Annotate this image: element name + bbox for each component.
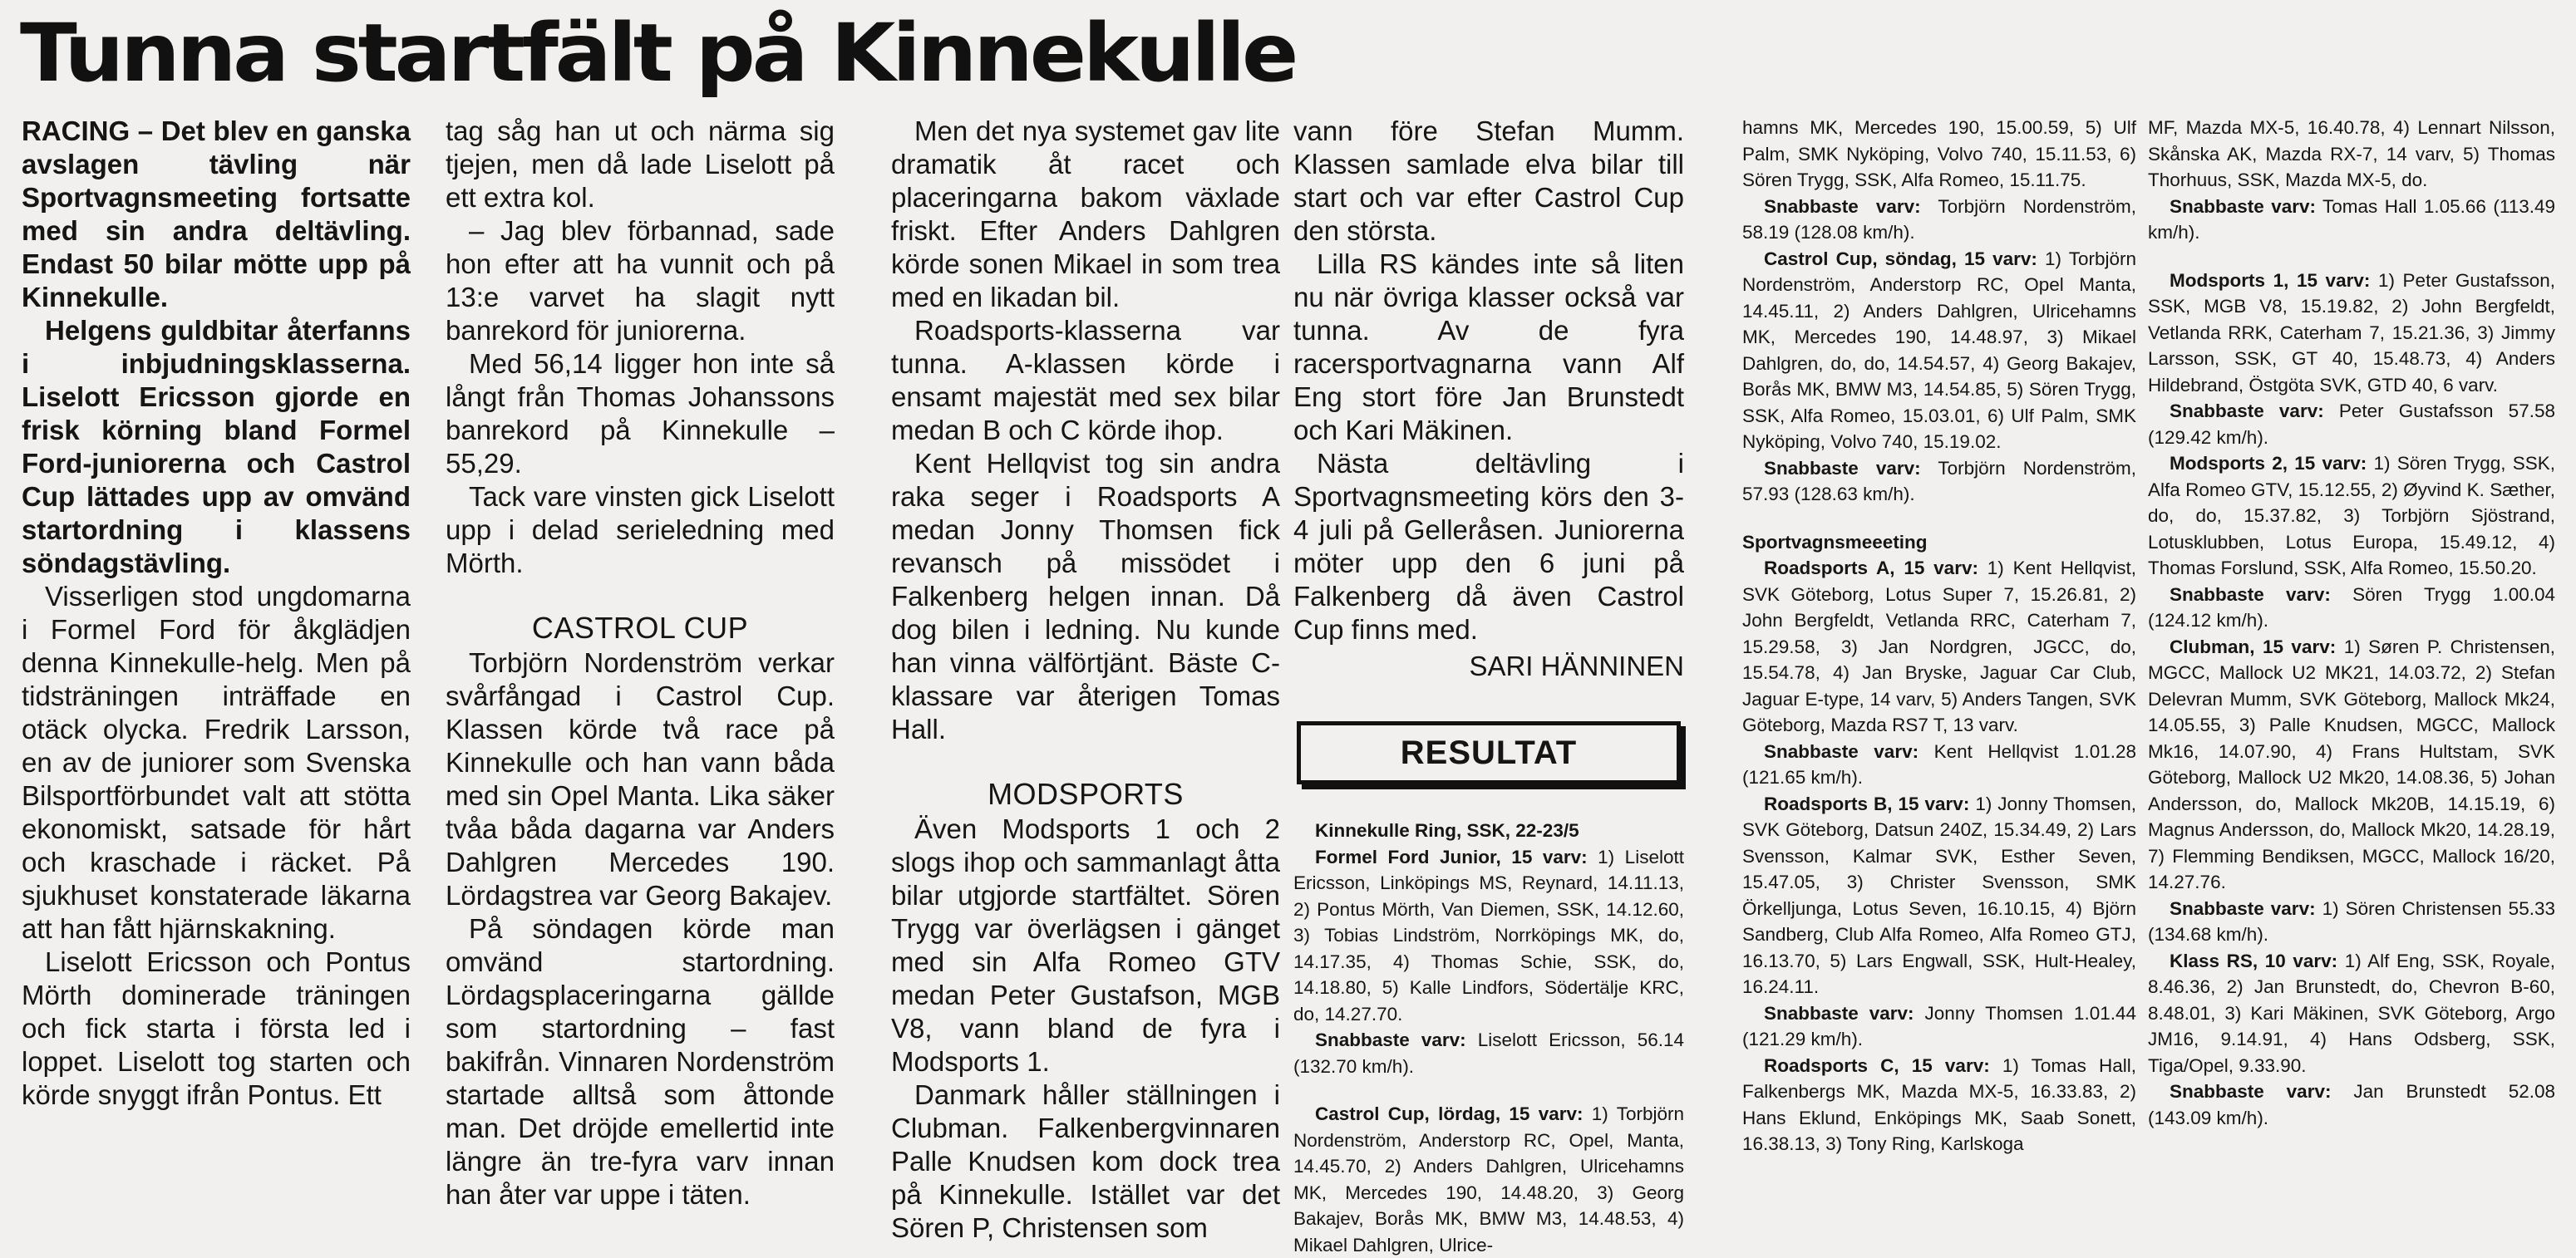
result-text: 1) Torbjörn Nordenström, Anderstorp RC, Opel, Manta, 14.45.70, 2) Anders Dahlgren, Ulricehamns MK, Mercedes 190, 14.48.20, 3) Georg Bakajev, Borås MK, BMW M3, 14.48.53, 4) Mikael Dahlgren, Ulrice- xyxy=(1293,1103,1684,1256)
fastest-lap-text: Torbjörn Nordenström, 58.19 (128.08 km/h). xyxy=(1742,195,2136,243)
lead-paragraph: RACING – Det blev en ganska avslagen tävling när Sportvagnsmeeting fortsatte med sin andra deltävling. Endast 50 bilar mötte upp på Kinnekulle. xyxy=(22,115,411,312)
results-event-heading: Kinnekulle Ring, SSK, 22-23/5 xyxy=(1315,820,1579,841)
result-text: 1) Sören Trygg, SSK, Alfa Romeo GTV, 15.12.55, 2) Øyvind K. Sæther, do, do, 15.37.82, 3) Torbjörn Sjöstrand, Lotusklubben, Lotus Europa, 15.49.12, 4) Thomas Forslund, SSK, Alfa Romeo, 15.50.20. xyxy=(2148,453,2555,578)
result-fastest-lap xyxy=(1742,1000,2136,1053)
result-class-heading: Klass RS, 10 varv: xyxy=(2170,950,2338,971)
result-text: 1) Jonny Thomsen, SVK Göteborg, Datsun 240Z, 15.34.49, 2) Lars Svensson, Kalmar SVK, Esther Seven, 15.47.05, 3) Christer Svensson, SMK Örkelljunga, Lotus Seven, 16.10.15, 4) Björn Sandberg, Club Alfa Romeo, Alfa Romeo GTJ, 16.13.70, 5) Lars Engwall, SSK, Hult-Healey, 16.24.11. xyxy=(1742,793,2136,997)
result-class-heading: Castrol Cup, söndag, 15 varv: xyxy=(1764,248,2037,269)
result-fastest-lap xyxy=(2148,194,2555,246)
result-fastest-lap xyxy=(2148,398,2555,450)
body-paragraph: Med 56,14 ligger hon inte så långt från Thomas Johanssons banrekord på Kinnekulle – 55,29. xyxy=(446,348,835,479)
result-entry xyxy=(2148,948,2555,1079)
fastest-lap-text: Kent Hellqvist 1.01.28 (121.65 km/h). xyxy=(1742,740,2136,788)
results-column-5 xyxy=(1742,115,2136,1163)
result-class-heading: Roadsports B, 15 varv: xyxy=(1764,793,1970,814)
body-paragraph: Lilla RS kändes inte så liten nu när övriga klasser också var tunna. Av de fyra racersportvagnarna vann Alf Eng stort före Jan Brunstedt och Kari Mäkinen. xyxy=(1293,248,1684,445)
results-label-box: RESULTAT xyxy=(1297,721,1681,784)
fastest-lap-label: Snabbaste varv: xyxy=(1764,457,1921,479)
headline: Tunna startfält på Kinnekulle xyxy=(20,7,1296,100)
article-column-1 xyxy=(22,115,411,1163)
body-paragraph: Liselott Ericsson och Pontus Mörth dominerade träningen och fick starta i första led i loppet. Liselott tog starten och körde snyggt ifrån Pontus. Ett xyxy=(22,946,411,1110)
article-column-2 xyxy=(446,115,835,1210)
body-paragraph: Kent Hellqvist tog sin andra raka seger i Roadsports A medan Jonny Thomsen fick revansch på missödet i Falkenberg helgen innan. Då dog bilen i ledning. Nu kunde han vinna välförtjänt. Bäste C-klassare var återigen Tomas Hall. xyxy=(891,448,1280,744)
result-text: 1) Søren P. Christensen, MGCC, Mallock U2 MK21, 14.03.72, 2) Stefan Delevran Mumm, SVK Göteborg, Mallock Mk24, 14.05.55, 3) Palle Knudsen, MGCC, Mallock Mk16, 14.07.90, 4) Frans Hultstam, SVK Göteborg, Mallock U2 Mk20, 14.08.36, 5) Johan Andersson, do, Mallock Mk20B, 14.15.19, 6) Magnus Andersson, do, Mallock Mk20, 14.28.19, 7) Flemming Bendiksen, MGCC, Mallock 16/20, 14.27.76. xyxy=(2148,636,2555,892)
result-class-heading: Formel Ford Junior, 15 varv: xyxy=(1315,846,1588,867)
result-fastest-lap xyxy=(2148,896,2555,948)
fastest-lap-text: Torbjörn Nordenström, 57.93 (128.63 km/h). xyxy=(1742,457,2136,504)
result-entry xyxy=(1742,555,2136,739)
body-paragraph: Visserligen stod ungdomarna i Formel Ford för åkglädjen denna Kinnekulle-helg. Men på tidsträningen inträffade en otäck olycka. Fredrik Larsson, en av de juniorer som Svenska Bilsportförbundet valt att stötta ekonomiskt, satsade för hårt och kraschade i räcket. På sjukhuset konstaterade läkarna att han fått hjärnskakning. xyxy=(22,581,411,944)
result-entry xyxy=(2148,634,2555,896)
result-class-heading: Modsports 1, 15 varv: xyxy=(2170,269,2371,291)
result-class-heading: Roadsports A, 15 varv: xyxy=(1764,558,1978,578)
fastest-lap-text: Liselott Ericsson, 56.14 (132.70 km/h). xyxy=(1293,1029,1684,1077)
fastest-lap-label: Snabbaste varv: xyxy=(2170,897,2316,919)
fastest-lap-label: Snabbaste varv: xyxy=(2170,1081,2332,1102)
result-text: 1) Liselott Ericsson, Linköpings MS, Reynard, 14.11.13, 2) Pontus Mörth, Van Diemen, SSK, 14.12.60, 3) Tobias Lindström, Norrköpings MK, do, 14.17.35, 4) Thomas Schie, SSK, do, 14.18.80, 5) Kalle Lindfors, Södertälje KRC, do, 14.27.70. xyxy=(1293,846,1684,1025)
fastest-lap-label: Snabbaste varv: xyxy=(2170,195,2316,217)
result-class-heading: Clubman, 15 varv: xyxy=(2170,636,2337,657)
body-paragraph: Men det nya systemet gav lite dramatik åt racet och placeringarna bakom växlade friskt. Efter Anders Dahlgren körde sonen Mikael in som trea med en likadan bil. xyxy=(891,115,1280,312)
article-column-3 xyxy=(891,115,1280,1243)
body-paragraph: Tack vare vinsten gick Liselott upp i delad serieledning med Mörth. xyxy=(446,481,835,578)
fastest-lap-label: Snabbaste varv: xyxy=(1315,1029,1466,1050)
result-fastest-lap xyxy=(1742,455,2136,508)
result-text: 1) Kent Hellqvist, SVK Göteborg, Lotus Super 7, 15.26.81, 2) John Bergfeldt, Vetlanda RRC, Caterham 7, 15.29.58, 3) Jan Nordgren, JGCC, do, 15.54.78, 4) Jan Bryske, Jaguar Car Club, Jaguar E-type, 14 varv, 5) Anders Tangen, SVK Göteborg, Mazda RS7 T, 13 varv. xyxy=(1742,558,2136,735)
results-series-heading: Sportvagnsmeeeting xyxy=(1742,531,1928,553)
author-signature: SARI HÄNNINEN xyxy=(1469,651,1684,681)
fastest-lap-label: Snabbaste varv: xyxy=(2170,583,2331,605)
result-entry xyxy=(2148,450,2555,582)
result-text: hamns MK, Mercedes 190, 15.00.59, 5) Ulf Palm, SMK Nyköping, Volvo 740, 15.11.53, 6) Sören Trygg, SSK, Alfa Romeo, 15.11.75. xyxy=(1742,117,2136,190)
body-paragraph: Torbjörn Nordenström verkar svårfångad i Castrol Cup. Klassen körde två race på Kinnekulle och han vann båda med sin Opel Manta. Lika säker tvåa båda dagarna var Anders Dahlgren Mercedes 190. Lördagstrea var Georg Bakajev. xyxy=(446,647,835,911)
lead-paragraph: Helgens guldbitar återfanns i inbjudningsklasserna. Liselott Ericsson gjorde en frisk körning bland Formel Ford-juniorerna och Castrol Cup lättades upp av omvänd startordning i klassens söndagstävling. xyxy=(22,315,411,578)
fastest-lap-text: Sören Trygg 1.00.04 (124.12 km/h). xyxy=(2148,583,2556,631)
result-entry xyxy=(1742,246,2136,455)
result-fastest-lap xyxy=(1742,739,2136,791)
subheading-modsports: MODSPORTS xyxy=(988,777,1184,811)
body-paragraph: Roadsports-klasserna var tunna. A-klassen körde i ensamt majestät med sex bilar medan B och C körde ihop. xyxy=(891,315,1280,445)
result-text: 1) Alf Eng, SSK, Royale, 8.46.36, 2) Jan Brunstedt, do, Chevron B-60, 8.48.01, 3) Kari Mäkinen, SVK Göteborg, Argo JM16, 9.14.91, 4) Hans Odsberg, SSK, Tiga/Opel, 9.33.90. xyxy=(2148,950,2555,1076)
fastest-lap-text: Jan Brunstedt 52.08 (143.09 km/h). xyxy=(2148,1081,2556,1128)
subheading-castrol-cup: CASTROL CUP xyxy=(531,611,749,645)
article-column-4 xyxy=(1293,115,1684,1256)
body-paragraph: Nästa deltävling i Sportvagnsmeeting körs den 3-4 juli på Gelleråsen. Juniorerna möter upp den 6 juni på Falkenberg då även Castrol Cup finns med. xyxy=(1293,448,1684,645)
result-text: MF, Mazda MX-5, 16.40.78, 4) Lennart Nilsson, Skånska AK, Mazda RX-7, 14 varv, 5) Thomas Thorhuus, SSK, Mazda MX-5, do. xyxy=(2148,117,2555,190)
fastest-lap-text: Tomas Hall 1.05.66 (113.49 km/h). xyxy=(2148,195,2555,243)
result-fastest-lap xyxy=(1742,194,2136,246)
result-entry xyxy=(2148,268,2555,399)
body-paragraph: Danmark håller ställningen i Clubman. Falkenbergvinnaren Palle Knudsen kom dock trea på Kinnekulle. Istället var det Sören P, Christensen som xyxy=(891,1079,1280,1243)
body-paragraph: vann före Stefan Mumm. Klassen samlade elva bilar till start och var efter Castrol Cup den största. xyxy=(1293,115,1684,246)
result-fastest-lap xyxy=(2148,582,2555,634)
result-entry xyxy=(1742,791,2136,1000)
fastest-lap-text: Jonny Thomsen 1.01.44 (121.29 km/h). xyxy=(1742,1002,2136,1049)
fastest-lap-label: Snabbaste varv: xyxy=(1764,195,1921,217)
fastest-lap-label: Snabbaste varv: xyxy=(2170,400,2324,421)
body-paragraph: – Jag blev förbannad, sade hon efter att ha vunnit och på 13:e varvet ha slagit nytt banrekord för juniorerna. xyxy=(446,215,835,346)
result-entry xyxy=(1293,1101,1684,1258)
fastest-lap-text: 1) Sören Christensen 55.33 (134.68 km/h). xyxy=(2148,897,2555,945)
fastest-lap-label: Snabbaste varv: xyxy=(1764,740,1919,762)
result-class-heading: Modsports 2, 15 varv: xyxy=(2170,453,2367,474)
results-column-6 xyxy=(2148,115,2555,1163)
fastest-lap-text: Peter Gustafsson 57.58 (129.42 km/h). xyxy=(2148,400,2555,448)
fastest-lap-label: Snabbaste varv: xyxy=(1764,1002,1914,1024)
result-class-heading: Roadsports C, 15 varv: xyxy=(1764,1054,1990,1076)
result-entry xyxy=(1742,1053,2136,1157)
result-fastest-lap xyxy=(1293,1027,1684,1079)
body-paragraph: På söndagen körde man omvänd startordning. Lördagsplaceringarna gällde som startordning – fast bakifrån. Vinnaren Nordenström startade alltså som åttonde man. Det dröjde emellertid inte längre än tre-fyra varv innan han åter var uppe i täten. xyxy=(446,913,835,1210)
result-fastest-lap xyxy=(2148,1079,2555,1131)
result-text: 1) Tomas Hall, Falkenbergs MK, Mazda MX-5, 16.33.83, 2) Hans Eklund, Enköpings MK, Saab Sonett, 16.38.13, 3) Tony Ring, Karlskoga xyxy=(1742,1054,2136,1154)
result-text: 1) Torbjörn Nordenström, Anderstorp RC, Opel Manta, 14.45.11, 2) Anders Dahlgren, Ulricehamns MK, Mercedes 190, 14.48.97, 3) Mikael Dahlgren, do, do, 14.54.57, 4) Georg Bakajev, Borås MK, BMW M3, 14.54.85, 5) Sören Trygg, SSK, Alfa Romeo, 15.03.01, 6) Ulf Palm, SMK Nyköping, Volvo 740, 15.19.02. xyxy=(1742,248,2136,452)
body-paragraph: tag såg han ut och närma sig tjejen, men då lade Liselott på ett extra kol. xyxy=(446,115,835,213)
result-entry xyxy=(1293,844,1684,1028)
body-paragraph: Även Modsports 1 och 2 slogs ihop och sammanlagt åtta bilar utgjorde startfältet. Sören Trygg var överlägsen i gänget med sin Alfa Romeo GTV medan Peter Gustafson, MGB V8, vann bland de fyra i Modsports 1. xyxy=(891,813,1280,1077)
result-text: 1) Peter Gustafsson, SSK, MGB V8, 15.19.82, 2) John Bergfeldt, Vetlanda RRK, Caterham 7, 15.21.36, 3) Jimmy Larsson, SSK, GT 40, 15.48.73, 4) Anders Hildebrand, Östgöta SVK, GTD 40, 6 varv. xyxy=(2148,269,2555,396)
result-class-heading: Castrol Cup, lördag, 15 varv: xyxy=(1315,1103,1584,1124)
